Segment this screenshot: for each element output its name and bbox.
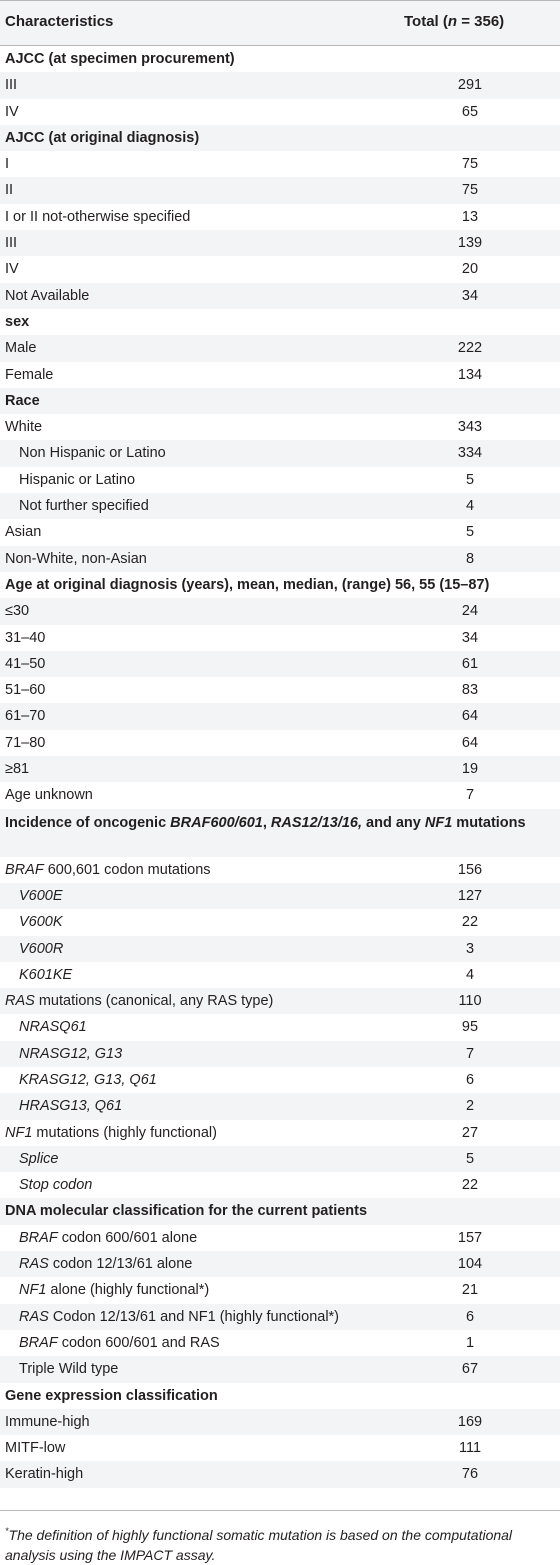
row-value: 34: [461, 287, 479, 304]
row-value: 83: [461, 682, 479, 699]
row-label-part: ,: [262, 814, 271, 831]
row-label: 31–40: [5, 629, 46, 646]
row-label: [5, 993, 273, 1009]
row-label: MITF-low: [5, 1440, 66, 1457]
row-label: K601KE: [19, 966, 73, 983]
row-label-part: NF1: [19, 1282, 47, 1299]
row-value: 222: [457, 340, 483, 357]
row-value: 22: [461, 1177, 479, 1194]
row-label-part: RAS12/13/16,: [270, 814, 363, 831]
footnote-mark: *: [5, 1526, 9, 1536]
table-row: [0, 598, 560, 624]
row-label: [5, 1125, 217, 1141]
row-value: 75: [461, 182, 479, 199]
row-label: IV: [5, 261, 19, 278]
row-label: [5, 813, 550, 833]
row-label-part: RAS: [5, 993, 35, 1010]
table-row: [0, 988, 560, 1014]
row-value: 157: [457, 1229, 483, 1246]
row-label: III: [5, 235, 18, 252]
section-header-row: [0, 1198, 560, 1224]
table-row: [0, 256, 560, 282]
row-label-part: Codon 12/13/61 and NF1 (highly functional*): [48, 1308, 340, 1325]
row-label-part: BRAF: [5, 861, 44, 878]
row-value: 4: [465, 966, 475, 983]
row-value: 6: [465, 1071, 475, 1088]
table-row: [0, 936, 560, 962]
row-value: 64: [461, 734, 479, 751]
table-row: [0, 493, 560, 519]
row-label: KRASG12, G13, Q61: [19, 1071, 157, 1088]
row-label: Not Available: [5, 287, 90, 304]
row-label: [19, 1309, 339, 1325]
row-value: 21: [461, 1282, 479, 1299]
row-label: Non Hispanic or Latino: [19, 445, 166, 462]
table-row: [0, 1304, 560, 1330]
row-label: I: [5, 156, 10, 173]
row-label-part: NF1: [424, 814, 453, 831]
row-value: 75: [461, 156, 479, 173]
row-label: V600E: [19, 887, 63, 904]
row-label-part: NF1: [5, 1124, 33, 1141]
row-label: ≥81: [5, 761, 30, 778]
row-label: AJCC (at original diagnosis): [5, 129, 200, 146]
row-label: [19, 1282, 209, 1298]
row-value: 1: [465, 1334, 475, 1351]
table-row: [0, 283, 560, 309]
row-value: 95: [461, 1019, 479, 1036]
row-value: 134: [457, 366, 483, 383]
row-label: I or II not-otherwise specified: [5, 208, 191, 225]
table-row: [0, 1356, 560, 1382]
table-row: [0, 99, 560, 125]
table-row: [0, 362, 560, 388]
table-row: [0, 1435, 560, 1461]
row-label-part: mutations (canonical, any RAS type): [34, 993, 274, 1010]
row-label-part: and any: [362, 814, 425, 831]
row-label: Female: [5, 366, 54, 383]
table-row: [0, 440, 560, 466]
row-label: III: [5, 77, 18, 94]
table-row: [0, 909, 560, 935]
row-value: 20: [461, 261, 479, 278]
row-label: AJCC (at specimen procurement): [5, 51, 235, 67]
row-value: 4: [465, 498, 475, 515]
row-value: 8: [465, 550, 475, 567]
table-row: [0, 625, 560, 651]
row-label: NRASQ61: [19, 1019, 87, 1036]
header-total: [404, 13, 504, 30]
table-row: [0, 782, 560, 808]
table-row: [0, 177, 560, 203]
row-label-part: mutations (highly functional): [32, 1124, 217, 1141]
row-label: NRASG12, G13: [19, 1045, 123, 1062]
row-label: [19, 1230, 197, 1246]
table-row: [0, 1120, 560, 1146]
table-footnote: [0, 1510, 560, 1565]
header-total-prefix: Total (: [404, 13, 448, 30]
row-value: 64: [461, 708, 479, 725]
row-label: Splice: [19, 1150, 59, 1167]
row-label: II: [5, 182, 14, 199]
row-label: Race: [5, 392, 40, 409]
table-row: [0, 1146, 560, 1172]
table-row: [0, 1461, 560, 1487]
row-label: White: [5, 419, 43, 436]
table-row: [0, 857, 560, 883]
row-value: 2: [465, 1098, 475, 1115]
row-value: 334: [457, 445, 483, 462]
header-characteristics: Characteristics: [5, 13, 114, 30]
row-label-part: codon 12/13/61 alone: [48, 1256, 193, 1273]
table-row: [0, 1330, 560, 1356]
table-row: [0, 1409, 560, 1435]
table-row: [0, 730, 560, 756]
row-label: DNA molecular classification for the current patients: [5, 1203, 368, 1220]
row-label: Immune-high: [5, 1413, 90, 1430]
row-label: V600R: [19, 940, 64, 957]
row-label-part: alone (highly functional*): [46, 1282, 210, 1299]
row-label: Keratin-high: [5, 1466, 84, 1483]
section-header-row: [0, 125, 560, 151]
table-row: [0, 1172, 560, 1198]
table-row: [0, 703, 560, 729]
table-row: [0, 1014, 560, 1040]
row-label: ≤30: [5, 603, 30, 620]
row-label-part: RAS: [19, 1256, 49, 1273]
row-label: 61–70: [5, 708, 46, 725]
row-label: [19, 1335, 220, 1351]
row-value: 19: [461, 761, 479, 778]
row-label: Non-White, non-Asian: [5, 550, 147, 567]
row-label-part: codon 600/601 and RAS: [57, 1334, 220, 1351]
row-label-part: BRAF: [19, 1229, 58, 1246]
table-row: [0, 204, 560, 230]
row-value: 34: [461, 629, 479, 646]
row-label: V600K: [19, 914, 63, 931]
row-value: 22: [461, 914, 479, 931]
table-row: [0, 1041, 560, 1067]
row-value: 61: [461, 655, 479, 672]
header-total-suffix: = 356): [457, 13, 505, 30]
row-value: 76: [461, 1466, 479, 1483]
table-row: [0, 1225, 560, 1251]
section-header-row: [0, 388, 560, 414]
row-value: 291: [457, 77, 483, 94]
row-label: sex: [5, 313, 30, 330]
row-value: 110: [458, 993, 482, 1010]
section-header-row: [0, 1383, 560, 1409]
row-value: 5: [465, 1150, 475, 1167]
row-label: Age unknown: [5, 787, 93, 804]
table-row: [0, 467, 560, 493]
row-value: 169: [457, 1413, 483, 1430]
row-label-part: Incidence of oncogenic: [5, 814, 171, 831]
table-row: [0, 1277, 560, 1303]
row-label-part: BRAF: [19, 1334, 58, 1351]
row-value: 5: [465, 524, 475, 541]
section-header-row: [0, 309, 560, 335]
row-label-part: mutations: [452, 814, 526, 831]
row-value: 27: [461, 1124, 479, 1141]
table-row: [0, 651, 560, 677]
footnote-text: The definition of highly functional somatic mutation is based on the computational analysis using the IMPACT assay.: [5, 1527, 513, 1563]
table-row: [0, 962, 560, 988]
table-row: [0, 335, 560, 361]
row-label-part: BRAF600/601: [170, 814, 263, 831]
table-row: [0, 883, 560, 909]
row-value: 7: [465, 787, 475, 804]
row-value: 67: [461, 1361, 479, 1378]
table-row: [0, 546, 560, 572]
row-label: Hispanic or Latino: [19, 471, 136, 488]
table-row: [0, 230, 560, 256]
row-label: Triple Wild type: [19, 1361, 119, 1378]
row-label: Not further specified: [19, 498, 149, 515]
table-body: [0, 46, 560, 1488]
row-label: 51–60: [5, 682, 46, 699]
row-value: 111: [458, 1440, 482, 1457]
section-header-row: [0, 572, 560, 598]
table-row: [0, 519, 560, 545]
row-label-part: RAS: [19, 1308, 49, 1325]
row-value: 156: [457, 861, 483, 878]
row-value: 104: [457, 1256, 483, 1273]
row-label: [5, 862, 211, 878]
row-label-part: 600,601 codon mutations: [43, 861, 211, 878]
table-row: [0, 756, 560, 782]
row-value: 24: [461, 603, 479, 620]
row-label: Gene expression classification: [5, 1387, 218, 1404]
section-header-row: [0, 809, 560, 857]
row-value: 13: [461, 208, 479, 225]
row-label-part: codon 600/601 alone: [57, 1229, 198, 1246]
row-value: 343: [457, 419, 483, 436]
row-label: Stop codon: [19, 1177, 93, 1194]
row-value: 65: [461, 103, 479, 120]
row-label: HRASG13, Q61: [19, 1098, 123, 1115]
row-label: IV: [5, 103, 19, 120]
row-value: 3: [465, 940, 475, 957]
table-row: [0, 72, 560, 98]
table-header: [0, 0, 560, 46]
row-value: 6: [465, 1308, 475, 1325]
header-total-n: n: [447, 13, 458, 30]
table-row: [0, 1251, 560, 1277]
row-value: 7: [465, 1045, 475, 1062]
table-row: [0, 151, 560, 177]
row-label: 71–80: [5, 734, 46, 751]
table-row: [0, 1067, 560, 1093]
table-row: [0, 677, 560, 703]
row-label: Age at original diagnosis (years), mean, median, (range) 56, 55 (15–87): [5, 576, 490, 593]
section-header-row: [0, 46, 560, 72]
row-label: 41–50: [5, 655, 46, 672]
row-value: 139: [457, 235, 483, 252]
row-value: 127: [457, 887, 483, 904]
row-label: Male: [5, 340, 37, 357]
table-row: [0, 414, 560, 440]
row-label: Asian: [5, 524, 42, 541]
row-label: [19, 1256, 192, 1272]
row-value: 5: [465, 471, 475, 488]
table-row: [0, 1093, 560, 1119]
